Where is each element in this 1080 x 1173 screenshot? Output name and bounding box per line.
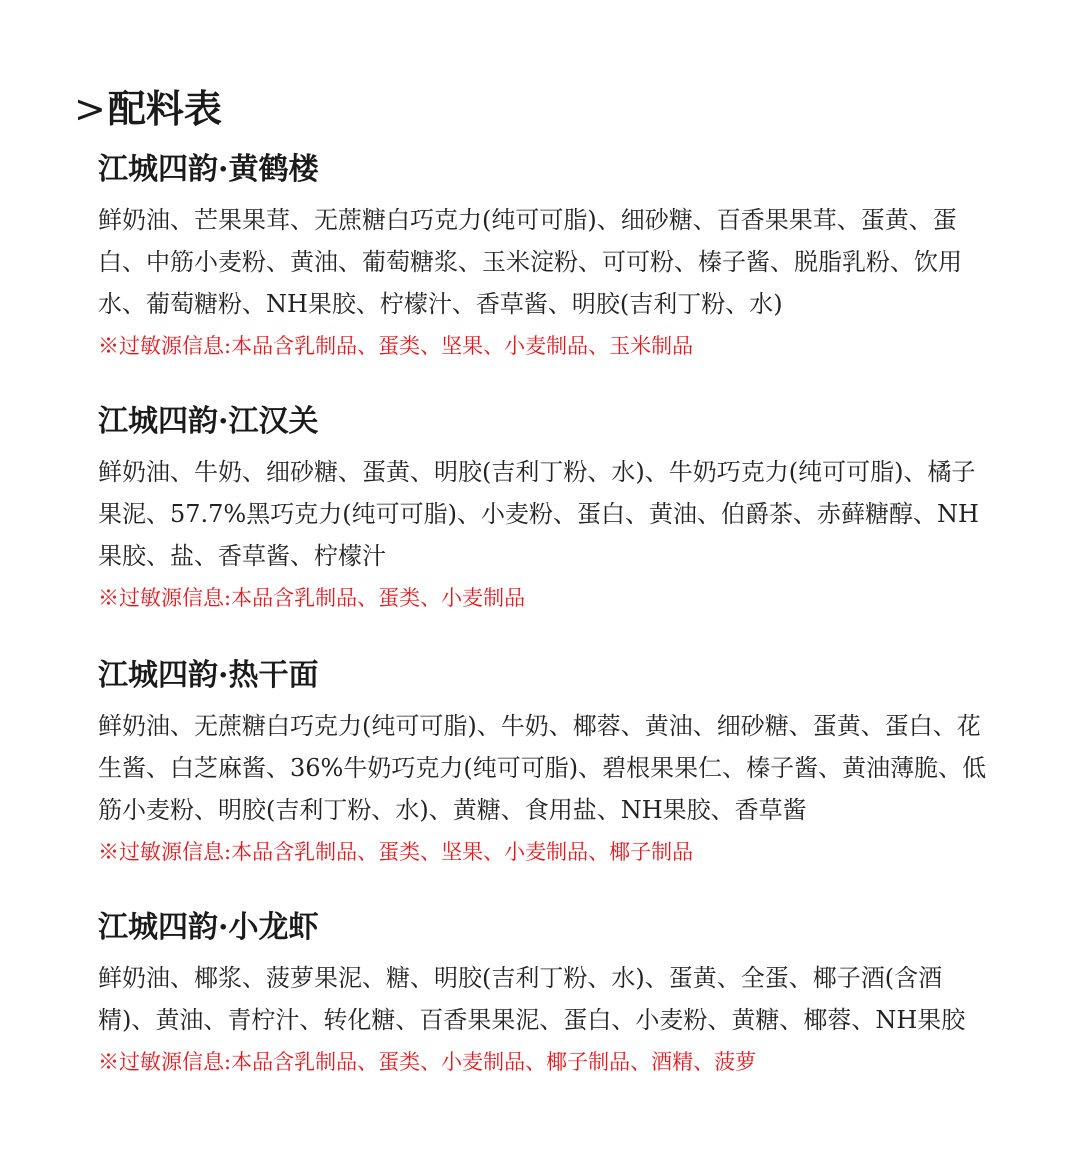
ingredient-text: 鲜奶油、椰浆、菠萝果泥、糖、明胶(吉利丁粉、水)、蛋黄、全蛋、椰子酒(含酒精)、黄油、青柠汁、转化糖、百香果果泥、蛋白、小麦粉、黄糖、椰蓉、NH果胶	[98, 964, 966, 1034]
product-title: 江城四韵·黄鹤楼	[98, 152, 319, 187]
chevron-right-icon: >	[74, 87, 106, 131]
product-section-xiaolongxia	[98, 906, 988, 1079]
ingredient-text: 鲜奶油、无蔗糖白巧克力(纯可可脂)、牛奶、椰蓉、黄油、细砂糖、蛋黄、蛋白、花生酱、白芝麻酱、36%牛奶巧克力(纯可可脂)、碧根果果仁、榛子酱、黄油薄脆、低筋小麦粉、明胶(吉利丁粉、水)、黄糖、食用盐、NH果胶、香草酱	[98, 712, 987, 824]
ingredient-text: 鲜奶油、芒果果茸、无蔗糖白巧克力(纯可可脂)、细砂糖、百香果果茸、蛋黄、蛋白、中筋小麦粉、黄油、葡萄糖浆、玉米淀粉、可可粉、榛子酱、脱脂乳粉、饮用水、葡萄糖粉、NH果胶、柠檬汁、香草酱、明胶(吉利丁粉、水)	[98, 206, 962, 318]
product-section-reganmian	[98, 654, 988, 869]
product-title: 江城四韵·热干面	[98, 658, 319, 693]
product-title: 江城四韵·小龙虾	[98, 910, 319, 945]
allergen-notice: ※过敏源信息:本品含乳制品、蛋类、坚果、小麦制品、玉米制品	[98, 334, 694, 358]
allergen-notice: ※过敏源信息:本品含乳制品、蛋类、坚果、小麦制品、椰子制品	[98, 840, 694, 864]
ingredient-text: 鲜奶油、牛奶、细砂糖、蛋黄、明胶(吉利丁粉、水)、牛奶巧克力(纯可可脂)、橘子果泥、57.7%黑巧克力(纯可可脂)、小麦粉、蛋白、黄油、伯爵茶、赤藓糖醇、NH果胶、盐、香草酱、柠檬汁	[98, 458, 979, 570]
page-heading	[74, 84, 222, 134]
allergen-notice: ※过敏源信息:本品含乳制品、蛋类、小麦制品	[98, 586, 526, 610]
product-section-jianghanguan	[98, 400, 988, 615]
page-title: 配料表	[107, 86, 222, 131]
product-section-huanghelou	[98, 148, 988, 363]
product-title: 江城四韵·江汉关	[98, 404, 319, 439]
allergen-notice: ※过敏源信息:本品含乳制品、蛋类、小麦制品、椰子制品、酒精、菠萝	[98, 1050, 757, 1074]
